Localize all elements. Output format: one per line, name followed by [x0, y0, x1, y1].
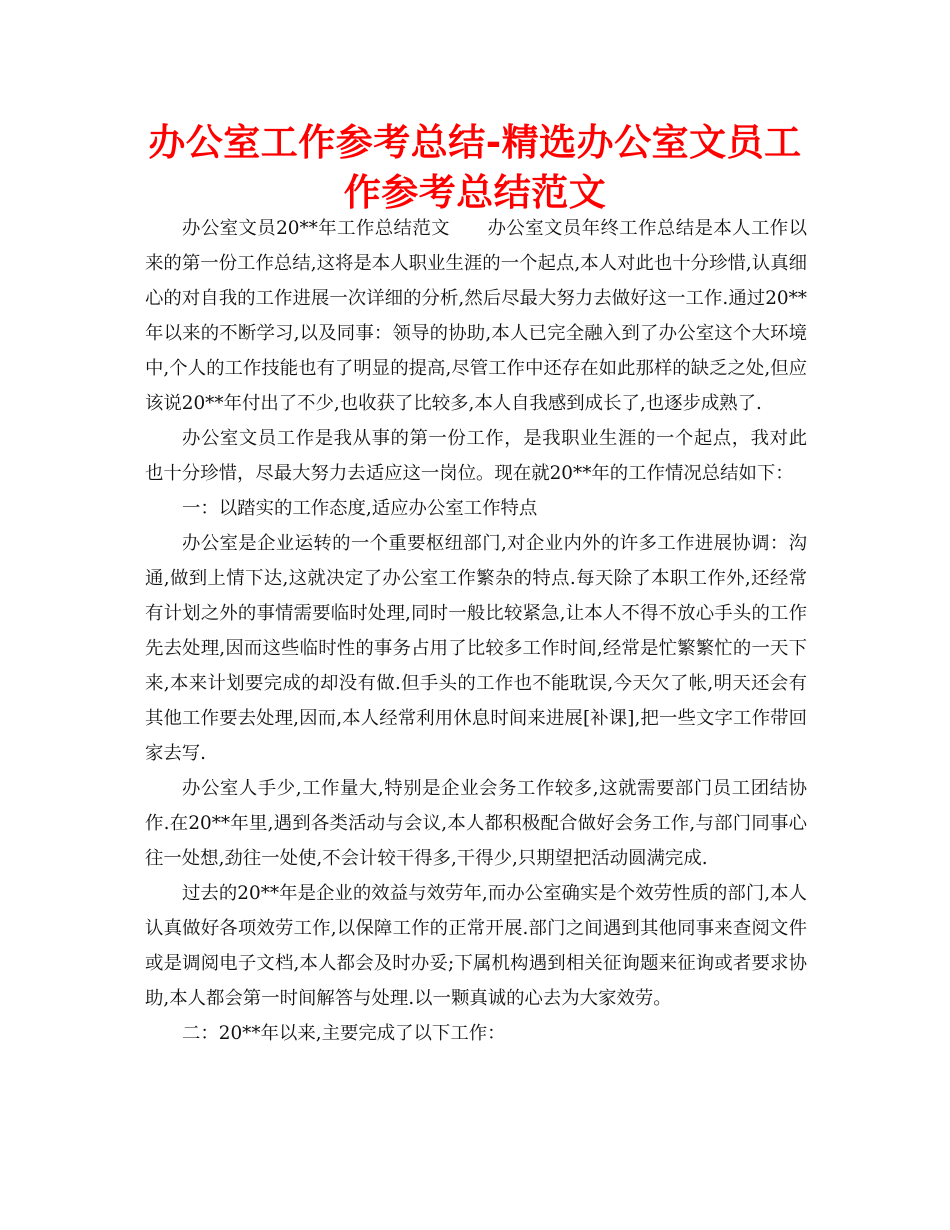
- paragraph: 办公室人手少,工作量大,特别是企业会务工作较多,这就需要部门员工团结协作.在20**年里,遇到各类活动与会议,本人都积极配合做好会务工作,与部门同事心往一处想,劲往一处使,不会计较干得多,干得少,只期望把活动圆满完成.: [145, 778, 807, 869]
- paragraph: 过去的20**年是企业的效益与效劳年,而办公室确实是个效劳性质的部门,本人认真做好各项效劳工作,以保障工作的正常开展.部门之间遇到其他同事来查阅文件或是调阅电子文档,本人都会及时办妥;下属机构遇到相关征询题来征询或者要求协助,本人都会第一时间解答与处理.以一颗真诚的心去为大家效劳。: [145, 883, 807, 1009]
- section-heading: 二：20**年以来,主要完成了以下工作：: [182, 1023, 506, 1044]
- section-heading: 一：以踏实的工作态度,适应办公室工作特点: [182, 498, 538, 519]
- paragraph: 办公室文员20**年工作总结范文 办公室文员年终工作总结是本人工作以来的第一份工作总结,这将是本人职业生涯的一个起点,本人对此也十分珍惜,认真细心的对自我的工作进展一次详细的分析,然后尽最大努力去做好这一工作.通过20**年以来的不断学习,以及同事：领导的协助,本人已完全融入到了办公室这个大环境中,个人的工作技能也有了明显的提高,尽管工作中还存在如此那样的缺乏之处,但应该说20**年付出了不少,也收获了比较多,本人自我感到成长了,也逐步成熟了.: [145, 218, 807, 414]
- paragraph: 办公室是企业运转的一个重要枢纽部门,对企业内外的许多工作进展协调：沟通,做到上情下达,这就决定了办公室工作繁杂的特点.每天除了本职工作外,还经常有计划之外的事情需要临时处理,同时一般比较紧急,让本人不得不放心手头的工作先去处理,因而这些临时性的事务占用了比较多工作时间,经常是忙繁繁忙的一天下来,本来计划要完成的却没有做.但手头的工作也不能耽误,今天欠了帐,明天还会有其他工作要去处理,因而,本人经常利用休息时间来进展[补课],把一些文字工作带回家去写.: [145, 533, 807, 764]
- paragraph: 办公室文员工作是我从事的第一份工作，是我职业生涯的一个起点，我对此也十分珍惜，尽最大努力去适应这一岗位。现在就20**年的工作情况总结如下：: [145, 428, 807, 484]
- document-body: [145, 211, 807, 1051]
- document-title: 办公室工作参考总结-精选办公室文员工作参考总结范文: [148, 121, 802, 214]
